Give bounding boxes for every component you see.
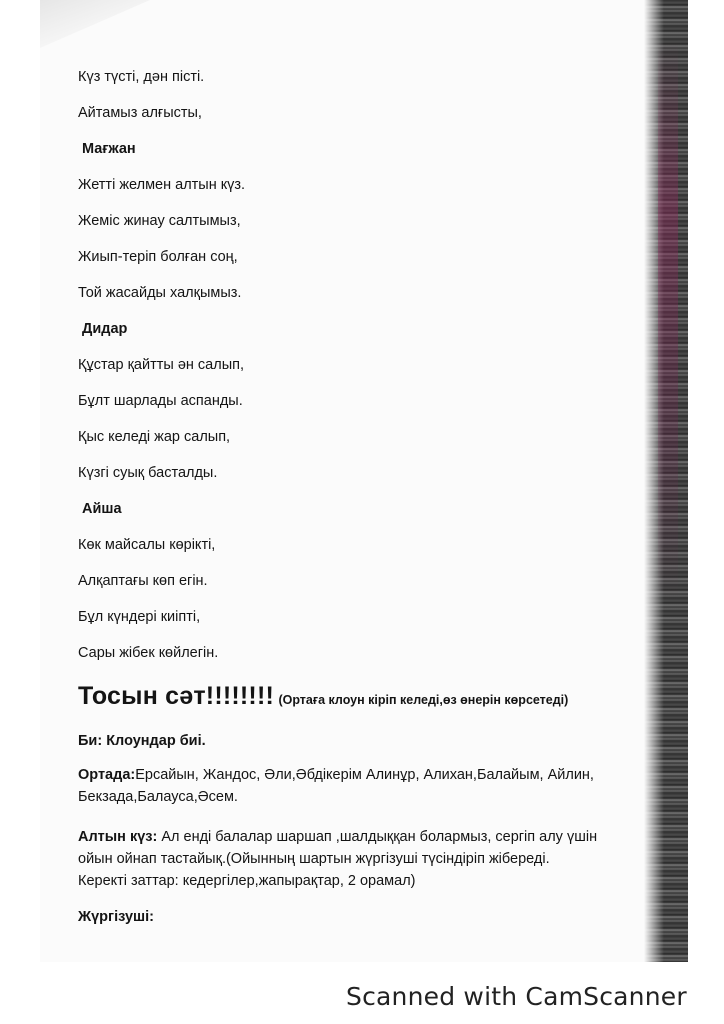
middle-names-line2: Бекзада,Балауса,Әсем. bbox=[78, 789, 238, 805]
poem-line: Күзгі суық басталды. bbox=[78, 465, 218, 481]
poem-line: Жеміс жинау салтымыз, bbox=[78, 213, 241, 229]
middle-paragraph bbox=[78, 764, 638, 808]
host-label: Жүргізуші: bbox=[78, 909, 154, 925]
poem-line: Қыс келеді жар салып, bbox=[78, 429, 231, 445]
folded-corner bbox=[40, 0, 150, 48]
middle-label: Ортада: bbox=[78, 767, 136, 783]
poem-line: Жетті желмен алтын күз. bbox=[78, 177, 246, 193]
speaker-name: Дидар bbox=[82, 321, 128, 337]
poem-line: Жиып-теріп болған соң, bbox=[78, 249, 238, 265]
poem-line: Күз түсті, дән пісті. bbox=[78, 69, 205, 85]
golden-line1: Ал енді балалар шаршап ,шалдыққан болармыз, сергіп алу үшін bbox=[157, 829, 598, 845]
camscanner-watermark: Scanned with CamScanner bbox=[346, 982, 687, 1011]
scan-edge-tint bbox=[658, 40, 678, 600]
speaker-name: Айша bbox=[82, 501, 122, 517]
surprise-heading bbox=[78, 682, 568, 711]
poem-line: Көк майсалы көрікті, bbox=[78, 537, 216, 553]
surprise-note: (Ортаға клоун кіріп келеді,өз өнерін көрсетеді) bbox=[278, 693, 569, 707]
golden-line2: ойын ойнап тастайық.(Ойынның шартын жүргізуші түсіндіріп жібереді. bbox=[78, 851, 550, 867]
poem-line: Бұл күндері киіпті, bbox=[78, 609, 201, 625]
middle-names-line1: Ерсайын, Жандос, Әли,Әбдікерім Алинұр, Алихан,Балайым, Айлин, bbox=[135, 767, 594, 783]
golden-autumn-paragraph bbox=[78, 826, 638, 892]
poem-line: Бұлт шарлады аспанды. bbox=[78, 393, 243, 409]
poem-line: Айтамыз алғысты, bbox=[78, 105, 202, 121]
dance-line: Би: Клоундар биі. bbox=[78, 733, 206, 749]
speaker-name: Мағжан bbox=[82, 141, 136, 157]
golden-label: Алтын күз: bbox=[78, 829, 158, 845]
poem-line: Алқаптағы көп егін. bbox=[78, 573, 208, 589]
poem-line: Құстар қайтты ән салып, bbox=[78, 357, 244, 373]
poem-line: Сары жібек көйлегін. bbox=[78, 645, 219, 661]
golden-line3: Керекті заттар: кедергілер,жапырақтар, 2 орамал) bbox=[78, 873, 416, 889]
poem-line: Той жасайды халқымыз. bbox=[78, 285, 242, 301]
surprise-title: Тосын сәт!!!!!!!! bbox=[78, 682, 274, 710]
